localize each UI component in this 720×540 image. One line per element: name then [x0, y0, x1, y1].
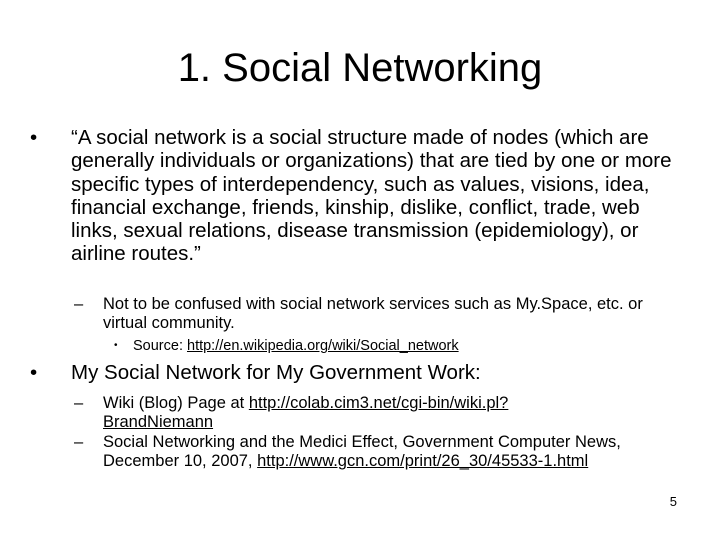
wiki-link[interactable]: http://colab.cim3.net/cgi-bin/wiki.pl?BrandNiemann — [103, 394, 509, 431]
bullet-social-network-definition — [30, 126, 690, 266]
medici-text: Social Networking and the Medici Effect, Government Computer News, December 10, 2007, — [103, 433, 621, 470]
bullet-marker: • — [30, 361, 38, 384]
source-label: Source: — [133, 338, 187, 354]
bullet-text — [133, 337, 674, 355]
bullet-marker: – — [74, 394, 84, 412]
gcn-link[interactable]: http://www.gcn.com/print/26_30/45533-1.html — [257, 452, 589, 470]
bullet-text: “A social network is a social structure made of nodes (which are generally individuals or organizations) that are tied by one or more specific types of interdependency, such as values, visions, idea, financial exchange, friends, kinship, dislike, conflict, trade, web links, sexual relations, disease transmission (epidemiology), or airline routes.” — [71, 126, 672, 266]
page-number: 5 — [669, 494, 677, 509]
subbullet-medici-effect — [74, 433, 674, 471]
bullet-text — [103, 394, 514, 432]
slide-title: 1. Social Networking — [177, 46, 543, 90]
subbullet-not-to-be-confused — [74, 295, 674, 333]
subbullet-wiki-page — [74, 394, 514, 432]
bullet-text: My Social Network for My Government Work: — [71, 361, 481, 384]
bullet-text: Not to be confused with social network services such as My.Space, etc. or virtual community. — [103, 295, 643, 332]
wikipedia-link[interactable]: http://en.wikipedia.org/wiki/Social_network — [187, 338, 459, 354]
wiki-label: Wiki (Blog) Page at — [103, 394, 249, 412]
bullet-marker: • — [114, 340, 118, 351]
bullet-marker: • — [30, 126, 38, 149]
bullet-my-social-network — [30, 361, 690, 384]
bullet-text — [103, 433, 674, 471]
bullet-marker: – — [74, 433, 84, 451]
subsubbullet-source — [114, 337, 674, 355]
bullet-marker: – — [74, 295, 84, 313]
